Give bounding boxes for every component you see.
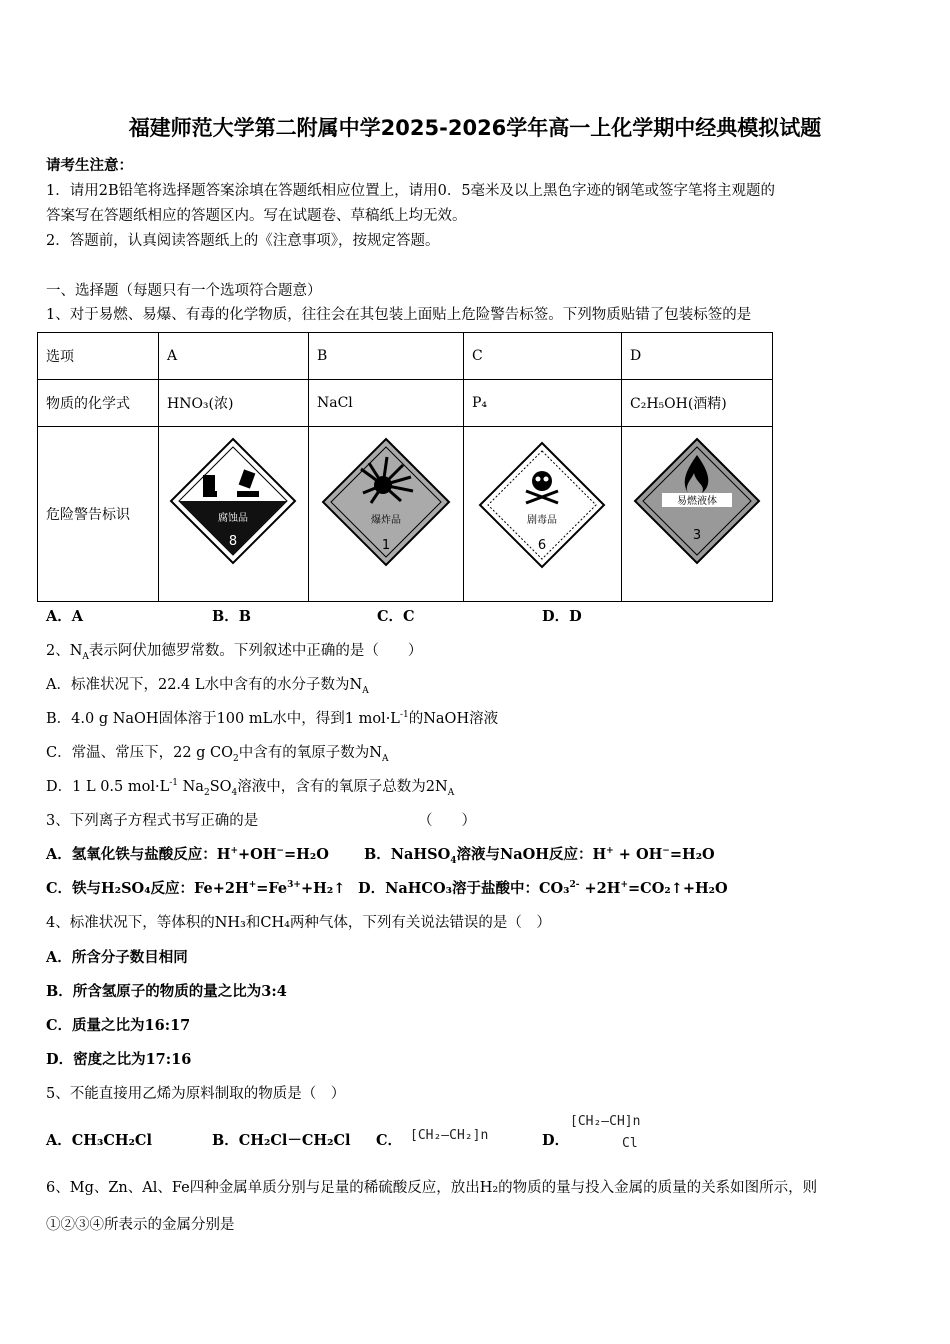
formula-d: C₂H₅OH(酒精) bbox=[622, 380, 773, 427]
notice-item-1a: 1．请用2B铅笔将选择题答案涂填在答题纸相应位置上，请用0．5毫米及以上黑色字迹的钢笔或签字笔将主观题的 bbox=[46, 183, 776, 199]
polyethylene-formula: [CH₂—CH₂]n bbox=[410, 1128, 489, 1143]
table-cell: C bbox=[464, 333, 622, 380]
table-cell: 选项 bbox=[38, 333, 159, 380]
hazard-num-b: 1 bbox=[381, 538, 391, 553]
q3-paren: （ ） bbox=[418, 813, 476, 829]
hazard-num-c: 6 bbox=[537, 538, 547, 553]
q3-option-b: B．NaHSO$_4$溶液与NaOH反应：H+ + OH−=H₂O bbox=[364, 846, 715, 866]
table-cell: 危险警告标识 bbox=[38, 427, 159, 602]
hazard-text-a: 腐蚀品 bbox=[218, 513, 248, 524]
q2-option-a: A．标准状况下，22.4 L水中含有的水分子数为$N_A$ bbox=[46, 677, 369, 696]
notice-item-2: 2．答题前，认真阅读答题纸上的《注意事项》，按规定答题。 bbox=[46, 233, 440, 249]
q2-stem: 2、$N_A$表示阿伏加德罗常数。下列叙述中正确的是（ ） bbox=[46, 643, 423, 662]
q6-line-2: ①②③④所表示的金属分别是 bbox=[46, 1217, 235, 1233]
table-cell: 物质的化学式 bbox=[38, 380, 159, 427]
q1-stem: 1、对于易燃、易爆、有毒的化学物质，往往会在其包装上面贴上危险警告标签。下列物质贴错了包装标签的是 bbox=[46, 307, 752, 323]
table-cell: B bbox=[309, 333, 464, 380]
q5-option-b: B．CH₂Cl－CH₂Cl bbox=[212, 1132, 351, 1149]
table-row bbox=[38, 380, 773, 427]
notice-heading: 请考生注意： bbox=[46, 157, 133, 174]
q4-option-c: C．质量之比为16:17 bbox=[46, 1017, 191, 1034]
hazard-text-c: 剧毒品 bbox=[527, 515, 557, 526]
hazard-num-d: 3 bbox=[692, 528, 702, 543]
flammable-liquid-label-icon bbox=[622, 427, 772, 597]
hazard-cell-c bbox=[464, 427, 622, 602]
corrosive-label-icon bbox=[159, 427, 308, 597]
hazard-cell-b bbox=[309, 427, 464, 602]
q3-option-c: C．铁与H₂SO₄反应：$Fe+2H^+=Fe^{3+}+H_2↑$ bbox=[46, 880, 346, 897]
formula-a: HNO₃(浓) bbox=[159, 380, 309, 427]
hazard-num-a: 8 bbox=[228, 534, 238, 549]
q5-option-d: D． bbox=[542, 1132, 570, 1149]
q5-option-c: C． bbox=[376, 1132, 403, 1149]
q1-option-d: D．D bbox=[542, 608, 582, 625]
table-row bbox=[38, 427, 773, 602]
q5-stem: 5、不能直接用乙烯为原料制取的物质是（ ） bbox=[46, 1086, 346, 1102]
q2-option-d: D．1 L 0.5 $mol\cdot L^{-1}$ $Na_2SO_4$溶液中，含有的氧原子总数为$2N_A$ bbox=[46, 778, 455, 798]
formula-c: P₄ bbox=[464, 380, 622, 427]
q5-option-a: A．CH₃CH₂Cl bbox=[46, 1132, 152, 1149]
q1-option-c: C．C bbox=[377, 608, 415, 625]
q2-option-c: C．常温、常压下，22 g $CO_2$中含有的氧原子数为$N_A$ bbox=[46, 745, 389, 764]
q4-stem: 4、标准状况下，等体积的NH₃和CH₄两种气体，下列有关说法错误的是（ ） bbox=[46, 915, 551, 931]
q1-option-a: A．A bbox=[46, 608, 84, 625]
q3-option-d: D．NaHCO₃溶于盐酸中：CO₃$^{2-}$ +2H+=CO₂↑+H₂O bbox=[358, 880, 728, 897]
q3-option-a: A．氢氧化铁与盐酸反应：H++OH−=H₂O bbox=[46, 846, 329, 863]
table-cell: D bbox=[622, 333, 773, 380]
q2-option-b: B．4.0 g NaOH固体溶于100 mL水中，得到1 $mol\cdot L^{-1}$的NaOH溶液 bbox=[46, 710, 499, 727]
q1-option-b: B．B bbox=[212, 608, 252, 625]
hazard-text-b: 爆炸品 bbox=[371, 515, 401, 526]
notice-item-1b: 答案写在答题纸相应的答题区内。写在试题卷、草稿纸上均无效。 bbox=[46, 208, 467, 224]
section-heading: 一、选择题（每题只有一个选项符合题意） bbox=[46, 283, 322, 299]
q3-stem: 3、下列离子方程式书写正确的是 bbox=[46, 813, 259, 829]
table-cell: A bbox=[159, 333, 309, 380]
pvc-chlorine: Cl bbox=[622, 1136, 638, 1151]
hazard-cell-d bbox=[622, 427, 773, 602]
formula-b: NaCl bbox=[309, 380, 464, 427]
explosive-label-icon bbox=[309, 427, 463, 597]
table-row bbox=[38, 333, 773, 380]
q1-table bbox=[37, 332, 773, 602]
page-title: 福建师范大学第二附属中学2025-2026学年高一上化学期中经典模拟试题 bbox=[128, 116, 822, 140]
q4-option-d: D．密度之比为17:16 bbox=[46, 1051, 192, 1068]
hazard-cell-a bbox=[159, 427, 309, 602]
q6-line-1: 6、Mg、Zn、Al、Fe四种金属单质分别与足量的稀硫酸反应，放出H₂的物质的量与投入金属的质量的关系如图所示，则 bbox=[46, 1180, 818, 1196]
hazard-text-d: 易燃液体 bbox=[677, 496, 717, 507]
toxic-label-icon bbox=[464, 427, 621, 597]
pvc-formula: [CH₂—CH]n bbox=[570, 1114, 641, 1129]
q4-option-a: A．所含分子数目相同 bbox=[46, 949, 188, 966]
q4-option-b: B．所含氢原子的物质的量之比为3:4 bbox=[46, 983, 287, 1000]
